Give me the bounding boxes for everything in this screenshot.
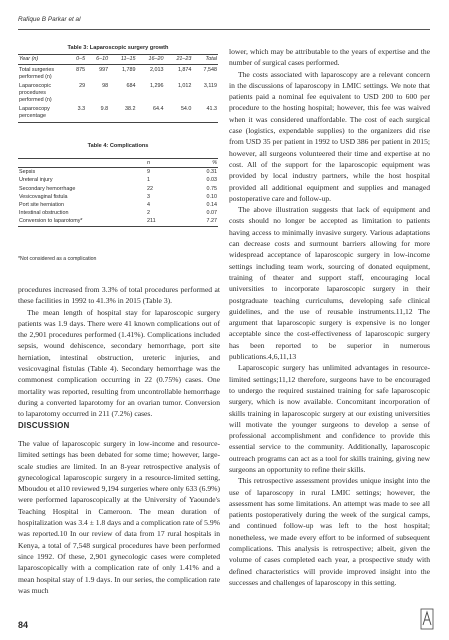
table-cell: 0.14 xyxy=(206,202,217,209)
table-row xyxy=(18,65,218,82)
publisher-logo-icon xyxy=(420,608,434,630)
table4-header-row xyxy=(18,159,218,168)
table-cell: 997 xyxy=(99,67,109,73)
table-cell: 1,296 xyxy=(149,83,164,89)
paragraph: procedures increased from 3.3% of total procedures performed at these facilities in 1992 to 41.3% in 2015 (Table 3). xyxy=(18,285,220,306)
table-cell: 1,012 xyxy=(177,83,192,89)
table-cell: Total surgeries performed (n) xyxy=(19,67,55,80)
table-cell: 1,789 xyxy=(121,67,136,73)
table-cell: 9 xyxy=(147,169,150,176)
table-cell: 38.2 xyxy=(109,104,136,123)
table3-header: 0–5 xyxy=(68,55,86,65)
table-cell: 54.0 xyxy=(164,104,192,123)
table-cell: 0.31 xyxy=(206,169,217,176)
table-cell: 98 xyxy=(102,83,109,89)
table-cell: Ureteral injury xyxy=(19,177,53,184)
table-cell: 9.8 xyxy=(86,104,109,123)
table3-header: 6–10 xyxy=(86,55,109,65)
table4-header: n xyxy=(146,159,188,168)
discussion-heading: DISCUSSION xyxy=(18,421,70,430)
table-cell: Laparoscopic procedures performed (n) xyxy=(19,83,52,103)
table-cell: 29 xyxy=(79,83,86,89)
table-row xyxy=(18,193,218,201)
page-number: 84 xyxy=(18,620,29,630)
table3-header: 21–23 xyxy=(164,55,192,65)
table-cell: 1 xyxy=(147,177,150,184)
right-column-text xyxy=(229,46,430,588)
table-row xyxy=(18,176,218,184)
table-cell: 64.4 xyxy=(136,104,164,123)
table-cell: 0.07 xyxy=(206,210,217,217)
table3-header: 16–20 xyxy=(136,55,164,65)
table3-header-row xyxy=(18,55,218,65)
table3-header: 11–15 xyxy=(109,55,136,65)
table-row xyxy=(18,185,218,193)
table-cell: 0.03 xyxy=(206,177,217,184)
table-cell: 2,013 xyxy=(149,67,164,73)
table-cell: 684 xyxy=(126,83,136,89)
table-cell: 4 xyxy=(147,202,150,209)
table-row xyxy=(18,81,218,104)
table4 xyxy=(18,158,218,227)
table3 xyxy=(18,54,218,123)
table-cell: 2 xyxy=(147,210,150,217)
paragraph: The above illustration suggests that lack of equipment and costs should no longer be accepted as limitation to patients having access to minimally invasive surgery. Various adaptations can decrease costs and surmount barriers allowing for more widespread acceptance of laparoscopic surgery in low-income settings including team work, sourcing of donated equipment, training of theater and support staff, encouraging local universities to incorporate laparoscopic surgery in their postgraduate teaching curriculums, developing safe clinical guidelines, and the use of reusable instruments.11,12 The argument that laparoscopic surgery is expensive is no longer acceptable since the cost-effectiveness of laparoscopic surgery has been reported to be superior in numerous publications.4,6,11,13 xyxy=(229,205,430,362)
table4-header xyxy=(18,159,146,168)
table-cell: Sepsis xyxy=(19,169,36,176)
table-row xyxy=(18,201,218,209)
table3-header: Year (n) xyxy=(18,55,68,65)
paragraph: This retrospective assessment provides unique insight into the use of laparoscopy in rural LMIC settings; however, the assessment has some limitations. An attempt was made to see all patients postoperatively during the week of the surgical camps, and continued follow-up was left to the host hospital; nonetheless, we made every effort to be informed of subsequent complications. This analysis is retrospective; albeit, given the volume of cases completed each year, a prospective study with defined characteristics will provide improved insight into the successes and challenges of laparoscopy in this setting. xyxy=(229,476,430,587)
table-cell: Intestinal obstruction xyxy=(19,210,69,217)
paragraph: The costs associated with laparoscopy are a relevant concern in the discussions of laparoscopy in LMIC settings. We note that patients paid a nominal fee equivalent to USD 200 to 600 per procedure to the hosting hospital; however, this fee was waived when it was considered unaffordable. The cost of each surgical case (logistics, expendable supplies) to the organizers did rise from USD 35 per patient in 1992 to USD 386 per patient in 2015; however, all surgeons volunteered their time and expertise at no cost. All of the support for the laparoscopic equipment was provided by local industry partners, while the host hospital provided all additional equipment and supplies and managed postoperative care and follow-up. xyxy=(229,69,430,203)
table3-title: Table 3: Laparoscopic surgery growth xyxy=(67,45,169,51)
table-cell: Vesicovaginal fistula xyxy=(19,193,68,200)
table-cell: 22 xyxy=(147,185,153,192)
paragraph: Laparoscopic surgery has unlimited advantages in resource-limited settings;11,12 therefore, surgeons have to be encouraged to undergo the required sustained training for safe laparoscopic surgery, which is now available. Concomitant incorporation of skills training in laparoscopic surgery at our existing universities will motivate the younger surgeons to develop a sense of professional accomplishment and confidence to provide this essential service to the community. Additionally, laparoscopic outreach programs can act as a tool for skills training, giving new surgeons an opportunity to refine their skills. xyxy=(229,363,430,474)
table-cell: 3,119 xyxy=(203,83,217,89)
table-cell: Conversion to laparotomy* xyxy=(18,217,146,226)
table-row xyxy=(18,104,218,123)
table-cell: 1,874 xyxy=(177,67,192,73)
table-row xyxy=(18,217,218,226)
paragraph: The mean length of hospital stay for laparoscopic surgery patients was 1.9 days. There were 41 known complications out of the 2,901 procedures performed (1.41%). Complications included sepsis, wound dehiscence, secondary hemorrhage, port site herniation, intestinal obstruction, ureteric injuries, and vesicovaginal fistulas (Table 4). Secondary hemorrhage was the commonest complication occurring in 22 (0.75%) cases. One mortality was reported, resulting from uncontrollable hemorrhage during a converted laparotomy for an ovarian tumor. Conversion to laparotomy occurred in 211 (7.2%) cases. xyxy=(18,307,220,419)
table-cell: 41.3 xyxy=(192,104,218,123)
table-cell: 3 xyxy=(147,193,150,200)
left-column-top-text xyxy=(18,284,220,420)
left-column-bottom-text xyxy=(18,438,220,596)
table4-header: % xyxy=(188,159,218,168)
table4-footnote: *Not considered as a complication xyxy=(18,256,97,262)
table-cell: 7.27 xyxy=(188,217,218,226)
table-cell: 875 xyxy=(76,67,86,73)
table4-title: Table 4: Complications xyxy=(87,143,149,149)
table-cell: 0.10 xyxy=(206,193,217,200)
table-cell: Secondary hemorrhage xyxy=(19,185,76,192)
table-cell: 3.3 xyxy=(68,104,86,123)
table3-header: Total xyxy=(192,55,218,65)
table-cell: 0.75 xyxy=(206,185,217,192)
table-row xyxy=(18,209,218,217)
paragraph: lower, which may be attributable to the years of expertise and the number of surgical cases performed. xyxy=(229,47,430,68)
table-cell: Laparoscopy percentage xyxy=(18,104,68,123)
table-cell: 7,548 xyxy=(203,67,217,73)
table-cell: 211 xyxy=(146,217,188,226)
table-cell: Port site herniation xyxy=(19,202,64,209)
running-header: Rafique B Parkar et al xyxy=(18,16,81,23)
table-row xyxy=(18,168,218,177)
header-rule xyxy=(18,29,430,30)
paragraph: The value of laparoscopic surgery in low-income and resource-limited settings has been debated for some time; however, large-scale studies are limited. In an 8-year retrospective analysis of gynecological laparoscopic surgery in a resource-limited setting, Mboudou et al10 reviewed 9,194 surgeries where only 633 (6.9%) were performed laparoscopically at the University of Yaounde's Teaching Hospital in Cameroon. The mean duration of hospitalization was 3.4 ± 1.8 days and a complication rate of 5.9% was reported.10 In our review of data from 17 rural hospitals in Kenya, a total of 7,548 surgical procedures have been performed since 1992. Of these, 2,901 gynecologic cases were completed laparoscopically with a complication rate of only 1.41% and a mean hospital stay of 1.9 days. In our series, the complication rate was much xyxy=(18,439,220,595)
